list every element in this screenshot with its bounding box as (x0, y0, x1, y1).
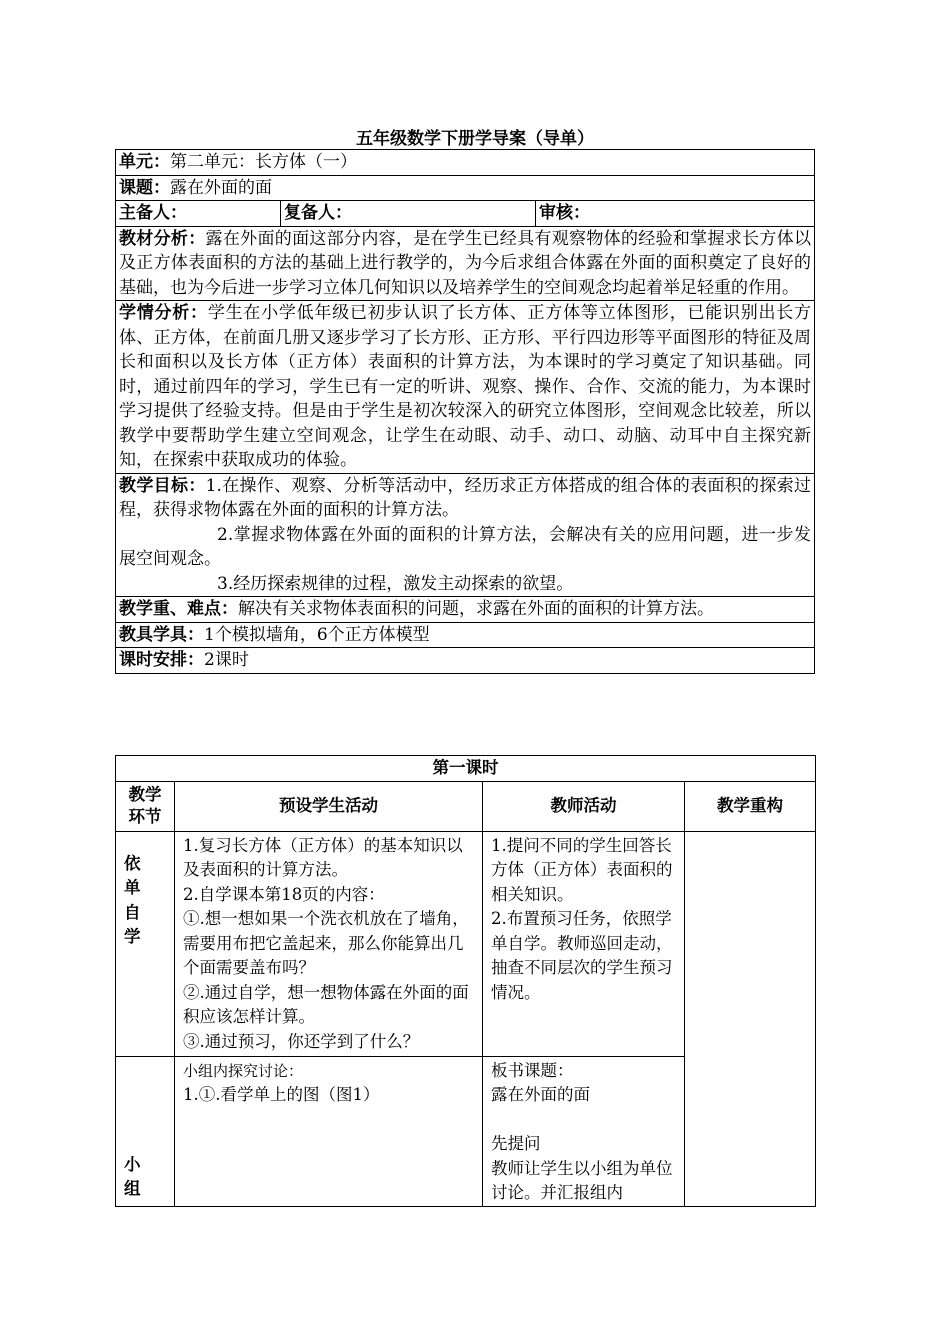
key-points-row (116, 597, 815, 623)
rebuild-cell (685, 831, 816, 1206)
row1-teacher-line: 2.布置预习任务，依照学单自学。教师巡回走动，抽查不同层次的学生预习情况。 (491, 909, 673, 1002)
topic-label: 课题： (119, 177, 170, 198)
co-preparer-cell: 复备人： (281, 201, 536, 227)
material-text: 露在外面的面这部分内容，是在学生已经具有观察物体的经验和掌握求长方体以及正方体表面积的方法的基础上进行教学的，为今后求组合体露在外面的面积奠定了良好的基础，也为今后进一步学习立体几何知识以及培养学生的空间观念均起着举足轻重的作用。 (119, 228, 812, 298)
row2-teacher-line: 先提问 (491, 1134, 541, 1153)
row1-student-line: 1.复习长方体（正方体）的基本知识以及表面积的计算方法。 (183, 835, 463, 879)
row1-student-line: ③.通过预习，你还学到了什么？ (183, 1031, 420, 1051)
stage-group (116, 1056, 175, 1206)
row1-teacher-activity (483, 831, 685, 1056)
stage-group-label: 小组 (124, 1154, 141, 1198)
unit-row (116, 150, 815, 176)
lesson-title: 第一课时 (116, 756, 816, 782)
row2-student-line: 1.①.看学单上的图（图1） (183, 1085, 380, 1104)
header-stage: 教学环节 (116, 781, 175, 831)
reviewer-cell: 审核： (536, 201, 815, 227)
student-text: 学生在小学低年级已初步认识了长方体、正方体等立体图形，已能识别出长方体、正方体，在前面几册又逐步学习了长方形、正方形、平行四边形等平面图形的特征及周长和面积以及长方体（正方体）表面积的计算方法，为本课时的学习奠定了知识基础。同时，通过前四年的学习，学生已有一定的听讲、观察、操作、合作、交流的能力，为本课时学习提供了经验支持。但是由于学生是初次较深入的研究立体图形，空间观念比较差，所以教学中要帮助学生建立空间观念，让学生在动眼、动手、动口、动脑、动耳中自主探究新知，在探索中获取成功的体验。 (119, 303, 812, 470)
goal-1: 1.在操作、观察、分析等活动中，经历求正方体搭成的组合体的表面积的探索过程，获得求物体露在外面的面积的计算方法。 (119, 475, 812, 520)
tools-row (116, 622, 815, 648)
row2-student-line: 小组内探究讨论： (183, 1061, 304, 1080)
row1-teacher-line: 1.提问不同的学生回答长方体（正方体）表面积的相关知识。 (491, 835, 673, 904)
schedule-text: 2课时 (204, 650, 249, 670)
row1-student-activity (175, 831, 483, 1056)
topic-value: 露在外面的面 (170, 177, 272, 198)
stage-self-study (116, 831, 175, 1056)
first-lesson-table (115, 755, 816, 1207)
goal-2: 2.掌握求物体露在外面的面积的计算方法，会解决有关的应用问题，进一步发展空间观念。 (119, 524, 812, 569)
schedule-row (116, 648, 815, 674)
row2-teacher-line (491, 1108, 678, 1133)
topic-row (116, 175, 815, 201)
preparer-cell: 主备人： (116, 201, 281, 227)
tools-text: 1个模拟墙角，6个正方体模型 (204, 624, 430, 645)
row2-teacher-line: 板书课题： (491, 1060, 574, 1080)
unit-label: 单元： (119, 152, 170, 172)
material-label: 教材分析： (119, 228, 206, 249)
stage-self-study-label: 依单自学 (124, 853, 141, 946)
schedule-label: 课时安排： (119, 650, 204, 670)
lesson-info-table (115, 149, 815, 674)
row1-student-line: ②.通过自学，想一想物体露在外面的面积应该怎样计算。 (183, 982, 469, 1026)
key-text: 解决有关求物体表面积的问题，求露在外面的面积的计算方法。 (238, 599, 714, 619)
row2-teacher-activity (483, 1056, 685, 1206)
row2-teacher-line: 露在外面的面 (491, 1085, 590, 1104)
row1-student-line: 2.自学课本第18页的内容： (183, 884, 385, 904)
document-title: 五年级数学下册学导案（导单） (356, 129, 594, 149)
row1-student-line: ①.想一想如果一个洗衣机放在了墙角，需要用布把它盖起来，那么你能算出几个面需要盖布吗？ (183, 909, 469, 977)
header-student: 预设学生活动 (175, 781, 483, 831)
row2-teacher-line: 教师让学生以小组为单位讨论。并汇报组内 (491, 1158, 673, 1202)
goals-label: 教学目标： (119, 475, 206, 496)
student-analysis (116, 301, 815, 474)
header-teacher: 教师活动 (483, 781, 685, 831)
key-label: 教学重、难点： (119, 599, 238, 619)
tools-label: 教具学具： (119, 624, 204, 645)
teaching-goals (116, 473, 815, 597)
goal-3: 3.经历探索规律的过程，激发主动探索的欲望。 (217, 573, 574, 594)
row2-student-activity (175, 1056, 483, 1206)
unit-value: 第二单元：长方体（一） (170, 152, 357, 172)
header-rebuild: 教学重构 (685, 781, 816, 831)
material-analysis (116, 226, 815, 301)
student-label: 学情分析： (119, 303, 208, 323)
